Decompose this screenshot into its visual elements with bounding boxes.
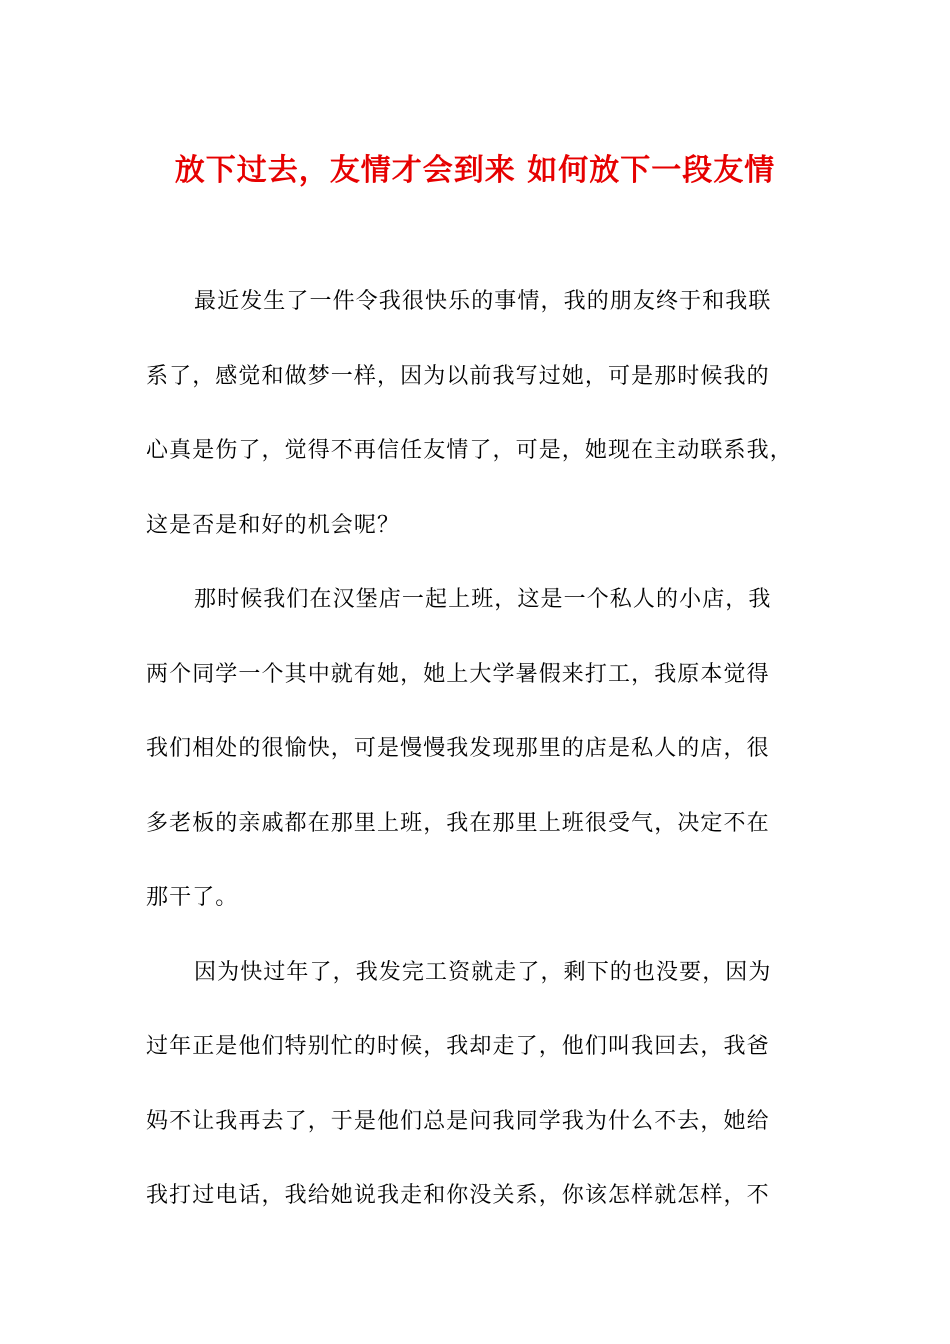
text-line: 两个同学一个其中就有她，她上大学暑假来打工，我原本觉得 <box>146 661 770 687</box>
paragraph-2 <box>146 578 806 951</box>
paragraph-1 <box>146 280 806 578</box>
text-line: 因为快过年了，我发完工资就走了，剩下的也没要，因为 <box>194 959 772 985</box>
paragraph-3 <box>146 951 806 1249</box>
text-line: 这是否是和好的机会呢？ <box>146 512 401 538</box>
text-line: 过年正是他们特别忙的时候，我却走了，他们叫我回去，我爸 <box>146 1034 770 1059</box>
text-line: 系了，感觉和做梦一样，因为以前我写过她，可是那时候我的 <box>146 363 770 389</box>
text-line: 我打过电话，我给她说我走和你没关系，你该怎样就怎样，不 <box>146 1183 770 1208</box>
text-line: 最近发生了一件令我很快乐的事情，我的朋友终于和我联 <box>194 289 772 314</box>
text-line: 我们相处的很愉快，可是慢慢我发现那里的店是私人的店，很 <box>146 736 770 761</box>
text-line: 那干了。 <box>146 885 239 910</box>
text-line: 多老板的亲戚都在那里上班，我在那里上班很受气，决定不在 <box>146 810 770 836</box>
text-line: 妈不让我再去了，于是他们总是问我同学我为什么不去，她给 <box>146 1108 770 1134</box>
document-body <box>146 280 806 1249</box>
document-title: 放下过去，友情才会到来 如何放下一段友情 <box>174 153 776 188</box>
text-line: 那时候我们在汉堡店一起上班，这是一个私人的小店，我 <box>194 587 772 612</box>
text-line: 心真是伤了，觉得不再信任友情了，可是，她现在主动联系我， <box>146 438 793 463</box>
